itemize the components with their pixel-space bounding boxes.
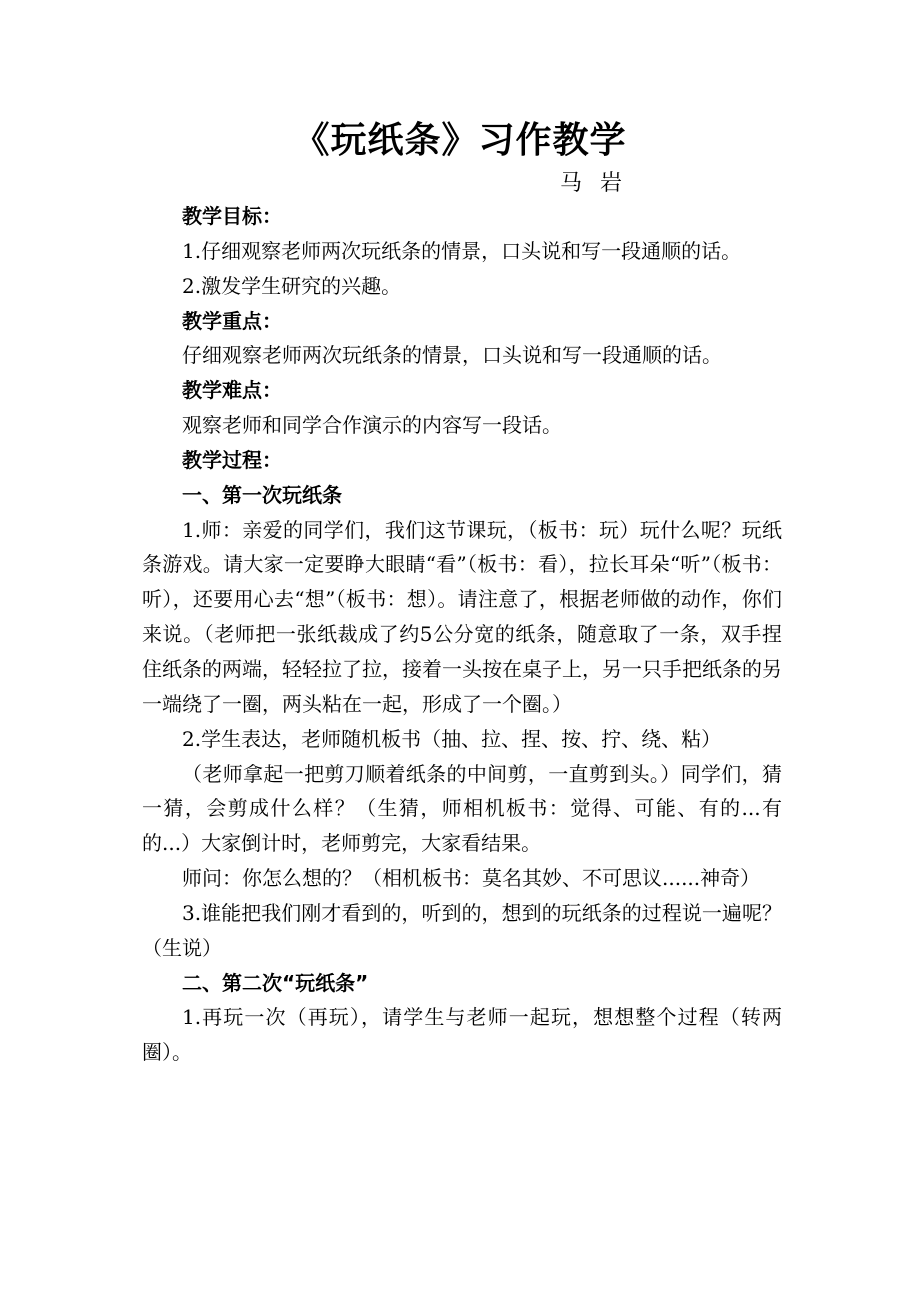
paragraph: （老师拿起一把剪刀顺着纸条的中间剪，一直剪到头。）同学们，猜一猜，会剪成什么样？（生猜，师相机板书：觉得、可能、有的...有的...）大家倒计时，老师剪完，大家看结果。 [142, 761, 782, 856]
section-heading-second-play: 二、第二次“玩纸条” [182, 970, 369, 995]
paragraph: 2.学生表达，老师随机板书（抽、拉、捏、按、拧、绕、粘） [182, 726, 722, 751]
document-author: 马岩 [560, 171, 641, 196]
paragraph: 仔细观察老师两次玩纸条的情景，口头说和写一段通顺的话。 [182, 343, 722, 368]
section-heading-goals: 教学目标： [182, 204, 282, 228]
section-heading-process: 教学过程： [182, 447, 282, 472]
document-body [142, 199, 782, 1070]
paragraph: 1.师：亲爱的同学们，我们这节课玩，（板书：玩）玩什么呢？玩纸条游戏。请大家一定要睁大眼睛“看”（板书：看），拉长耳朵“听”（板书：听），还要用心去“想”（板书：想）。请注意了，根据老师做的动作，你们来说。（老师把一张纸裁成了约5公分宽的纸条，随意取了一条，双手捏住纸条的两端，轻轻拉了拉，接着一头按在桌子上，另一只手把纸条的另一端绕了一圈，两头粘在一起，形成了一个圈。） [142, 517, 782, 716]
paragraph: 3.谁能把我们刚才看到的，听到的，想到的玩纸条的过程说一遍呢？（生说） [142, 900, 782, 960]
document-title: 《玩纸条》习作教学 [293, 120, 627, 161]
section-heading-difficulties: 教学难点： [182, 378, 282, 403]
paragraph: 1.仔细观察老师两次玩纸条的情景，口头说和写一段通顺的话。 [182, 238, 742, 263]
paragraph: 师问：你怎么想的？（相机板书：莫名其妙、不可思议......神奇） [182, 866, 761, 891]
section-heading-first-play: 一、第一次玩纸条 [182, 482, 342, 507]
paragraph: 1.再玩一次（再玩），请学生与老师一起玩，想想整个过程（转两圈）。 [142, 1005, 782, 1065]
paragraph: 观察老师和同学合作演示的内容写一段话。 [182, 413, 562, 438]
paragraph: 2.激发学生研究的兴趣。 [182, 273, 402, 298]
section-heading-key-points: 教学重点： [182, 308, 282, 333]
